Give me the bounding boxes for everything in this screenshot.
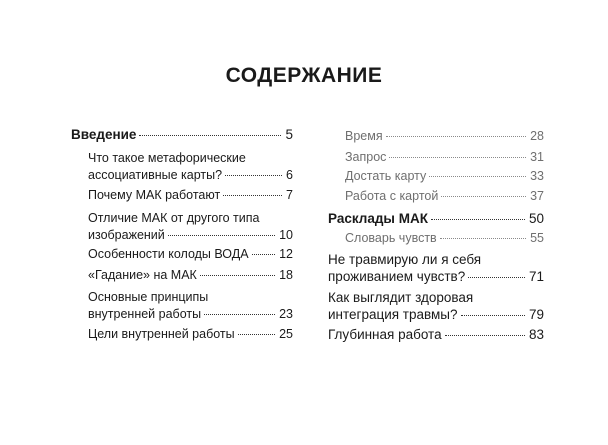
page-title: СОДЕРЖАНИЕ	[225, 64, 383, 87]
toc-entry-title: Глубинная работа	[328, 327, 442, 342]
toc-entry-title: Особенности колоды ВОДА	[88, 247, 249, 261]
toc-page-number: 25	[279, 327, 293, 341]
toc-page-number: 18	[279, 268, 293, 282]
toc-entry	[328, 251, 544, 285]
dot-leader	[204, 314, 275, 315]
dot-leader	[139, 135, 281, 136]
toc-page-number: 10	[279, 228, 293, 242]
toc-entry-title: Введение	[71, 127, 137, 142]
toc-page-number: 12	[279, 247, 293, 261]
toc-entry	[71, 289, 293, 323]
toc-entry	[71, 210, 293, 244]
toc-entry	[328, 128, 544, 145]
dot-leader	[223, 195, 282, 196]
toc-page-number: 23	[279, 307, 293, 321]
toc-entry	[71, 187, 293, 204]
toc-entry-title: «Гадание» на МАК	[88, 268, 197, 282]
toc-entry-title: Почему МАК работают	[88, 188, 221, 202]
toc-entry-title-line: Что такое метафорические	[88, 151, 246, 165]
toc-entry	[328, 230, 544, 247]
toc-entry-title-line: Отличие МАК от другого типа	[88, 211, 260, 225]
toc-page-number: 50	[528, 211, 544, 226]
dot-leader	[440, 238, 526, 239]
toc-page-number: 33	[530, 169, 544, 183]
dot-leader	[468, 277, 525, 278]
toc-entry	[328, 149, 544, 166]
toc-page-number: 83	[528, 327, 544, 342]
toc-entry	[328, 210, 544, 227]
toc-entry-title: интеграция травмы?	[328, 307, 458, 322]
toc-entry-title: Запрос	[345, 150, 387, 164]
dot-leader	[429, 176, 526, 177]
dot-leader	[386, 136, 526, 137]
toc-entry	[71, 326, 293, 343]
toc-entry-title: внутренней работы	[88, 307, 202, 321]
toc-entry-title: Цели внутренней работы	[88, 327, 235, 341]
dot-leader	[200, 275, 275, 276]
toc-page-number: 5	[285, 127, 293, 142]
toc-page-number: 28	[530, 129, 544, 143]
toc-entry-title: изображений	[88, 228, 165, 242]
toc-entry	[71, 126, 293, 143]
toc-entry	[328, 326, 544, 343]
toc-entry-title: Время	[345, 129, 383, 143]
toc-entry-title: Работа с картой	[345, 189, 439, 203]
toc-entry-title: проживанием чувств?	[328, 269, 466, 284]
toc-entry-title-line: Основные принципы	[88, 290, 209, 304]
dot-leader	[431, 219, 525, 220]
dot-leader	[225, 175, 282, 176]
toc-entry-title-line: Не травмирую ли я себя	[328, 252, 482, 267]
dot-leader	[238, 334, 275, 335]
toc-entry-title-line: Как выглядит здоровая	[328, 290, 474, 305]
toc-entry-title: ассоциативные карты?	[88, 168, 223, 182]
dot-leader	[445, 335, 525, 336]
dot-leader	[441, 196, 526, 197]
toc-page-number: 55	[530, 231, 544, 245]
toc-page-number: 6	[286, 168, 293, 182]
toc-entry-title: Словарь чувств	[345, 231, 437, 245]
toc-entry	[328, 188, 544, 205]
toc-entry	[328, 168, 544, 185]
dot-leader	[168, 235, 275, 236]
toc-entry	[71, 246, 293, 263]
toc-page-number: 79	[528, 307, 544, 322]
toc-page-number: 31	[530, 150, 544, 164]
toc-page-number: 7	[286, 188, 293, 202]
dot-leader	[389, 157, 526, 158]
toc-entry-title: Расклады МАК	[328, 211, 428, 226]
toc-entry	[71, 267, 293, 284]
toc-entry-title: Достать карту	[345, 169, 427, 183]
toc-page-number: 37	[530, 189, 544, 203]
toc-entry	[328, 289, 544, 323]
dot-leader	[461, 315, 525, 316]
toc-page-number: 71	[528, 269, 544, 284]
toc-entry	[71, 150, 293, 184]
dot-leader	[252, 254, 276, 255]
